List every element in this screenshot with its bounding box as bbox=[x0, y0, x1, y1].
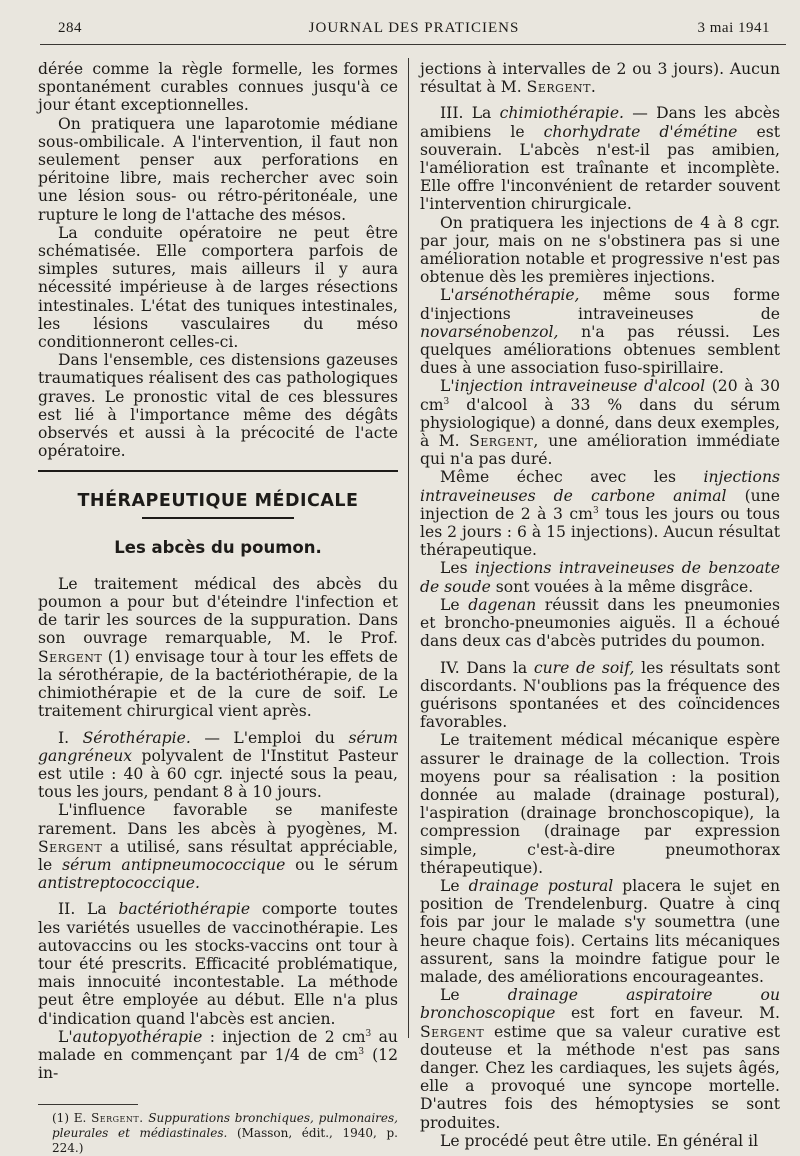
footnote-rule bbox=[38, 1104, 138, 1105]
footnote: (1) E. Sergent. Suppurations bronchiques, pulmonaires, pleurales et médiastinales. (Masson, édit., 1940, p. 224.) bbox=[52, 1111, 398, 1156]
right-column bbox=[420, 60, 780, 1150]
paragraph: L'arsénothérapie, même sous forme d'injections intraveineuses de novarsénobenzol, n'a pas réussi. Les quelques améliorations obtenues semblent dues à une association fuso-spirillaire. bbox=[420, 286, 780, 378]
issue-date: 3 mai 1941 bbox=[697, 20, 770, 36]
page-number: 284 bbox=[58, 20, 82, 36]
paragraph: Le drainage aspiratoire ou bronchoscopique est fort en faveur. M. Sergent estime que sa valeur curative est douteuse et la méthode n'est pas sans danger. Chez les cardiaques, les sujets âgés, elle a provoqué une syncope mortelle. D'autres fois des hémoptysies se sont produites. bbox=[420, 986, 780, 1132]
author-name: Sergent bbox=[38, 647, 103, 666]
paragraph: Le dagenan réussit dans les pneumonies et broncho-pneumonies aiguës. Il a échoué dans deux cas d'abcès putrides du poumon. bbox=[420, 595, 780, 651]
running-head bbox=[58, 20, 770, 40]
section-rule bbox=[38, 470, 398, 472]
paragraph: L'autopyothérapie : injection de 2 $cm^3$ au malade en commençant par 1/4 de $cm^3$ (12 in- bbox=[38, 1027, 398, 1083]
article-title: Les abcès du poumon. bbox=[114, 537, 322, 557]
left-column bbox=[38, 60, 398, 1156]
header-rule bbox=[40, 44, 786, 45]
paragraph: Le procédé peut être utile. En général il bbox=[440, 1131, 759, 1150]
paragraph: Le drainage postural placera le sujet en position de Trendelenburg. Quatre à cinq fois par jour le malade s'y soumettra (une heure chaque fois). Certains lits mécaniques assurent, sans la moindre fatigue pour le malade, des améliorations encourageantes. bbox=[420, 876, 780, 986]
paragraph: Les injections intraveineuses de benzoate de soude sont vouées à la même disgrâce. bbox=[420, 559, 780, 596]
paragraph: On pratiquera les injections de 4 à 8 cgr. par jour, mais on ne s'obstinera pas si une amélioration notable et progressive n'est pas obtenue dès les premières injections. bbox=[420, 213, 780, 287]
paragraph: Le traitement médical mécanique espère assurer le drainage de la collection. Trois moyens pour sa réalisation : la position donnée au malade (drainage postural), l'aspiration (drainage bronchoscopique), la compression (drainage par expression simple, c'est-à-dire pneumothorax thérapeutique). bbox=[420, 731, 780, 877]
paragraph: On pratiquera une laparotomie médiane sous-ombilicale. A l'intervention, il faut non seulement penser aux perforations en péritoine libre, mais rechercher avec soin une lésion sous- ou rétro-péritonéale, une rupture le long de l'attache des mésos. bbox=[38, 114, 398, 224]
paragraph: La conduite opératoire ne peut être schématisée. Elle comportera parfois de simples sutures, mais ailleurs il y aura nécessité impérieuse à de larges résections intestinales. L'état des tuniques intestinales, les lésions vasculaires du méso conditionneront celles-ci. bbox=[38, 223, 398, 352]
column-divider bbox=[408, 58, 409, 1038]
paragraph: dérée comme la règle formelle, les formes spontanément curables connues jusqu'à ce jour étant exceptionnelles. bbox=[38, 60, 398, 115]
paragraph: Dans l'ensemble, ces distensions gazeuses traumatiques réalisent des cas pathologiques graves. Le pronostic vital de ces blessures est lié à l'importance même des dégâts observés et aussi à la précocité de l'acte opératoire. bbox=[38, 351, 398, 461]
journal-title: JOURNAL DES PRATICIENS bbox=[308, 20, 520, 36]
paragraph: L'injection intraveineuse d'alcool (20 à 30 $cm^3$ d'alcool à 33 % dans du sérum physiologique) a donné, dans deux exemples, à M. Sergent, une amélioration immédiate qui n'a pas duré. bbox=[420, 377, 781, 469]
heading-underline bbox=[142, 517, 294, 519]
paragraph: IV. Dans la cure de soif, les résultats sont discordants. N'oublions pas la fréquence des guérisons spontanées et des coïncidences favorables. bbox=[420, 658, 780, 732]
paragraph: L'influence favorable se manifeste rarement. Dans les abcès à pyogènes, M. Sergent a utilisé, sans résultat appréciable, le sérum antipneumococcique ou le sérum antistreptococcique. bbox=[38, 801, 398, 893]
paragraph: jections à intervalles de 2 ou 3 jours). Aucun résultat à M. Sergent. bbox=[420, 60, 780, 97]
paragraph: I. Sérothérapie. — L'emploi du sérum gangréneux polyvalent de l'Institut Pasteur est utile : 40 à 60 cgr. injecté sous la peau, tous les jours, pendant 8 à 10 jours. bbox=[38, 728, 398, 802]
section-heading: THÉRAPEUTIQUE MÉDICALE bbox=[77, 491, 359, 512]
paragraph: III. La chimiothérapie. — Dans les abcès amibiens le chorhydrate d'émétine est souverain. L'abcès n'est-il pas amibien, l'amélioration est traînante et incomplète. Elle offre l'inconvénient de retarder souvent l'intervention chirurgicale. bbox=[420, 104, 780, 214]
paragraph: II. La bactériothérapie comporte toutes les variétés usuelles de vaccinothérapie. Les autovaccins ou les stocks-vaccins ont tour à tour été prescrits. Efficacité problématique, mais innocuité incontestable. La méthode peut être employée au début. Elle n'a plus d'indication quand l'abcès est ancien. bbox=[38, 900, 398, 1028]
paragraph: Le traitement médical des abcès du poumon a pour but d'éteindre l'infection et de tarir les sources de la suppuration. Dans son ouvrage remarquable, M. le Prof. Sergent (1) envisage tour à tour les effets de la sérothérapie, de la bactériothérapie, de la chimiothérapie et de la cure de soif. Le traitement chirurgical vient après. bbox=[38, 574, 398, 721]
paragraph: Même échec avec les injections intraveineuses de carbone animal (une injection de 2 à 3 $cm^3$ tous les jours ou tous les 2 jours : 6 à 15 injections). Aucun résultat thérapeutique. bbox=[420, 468, 781, 560]
